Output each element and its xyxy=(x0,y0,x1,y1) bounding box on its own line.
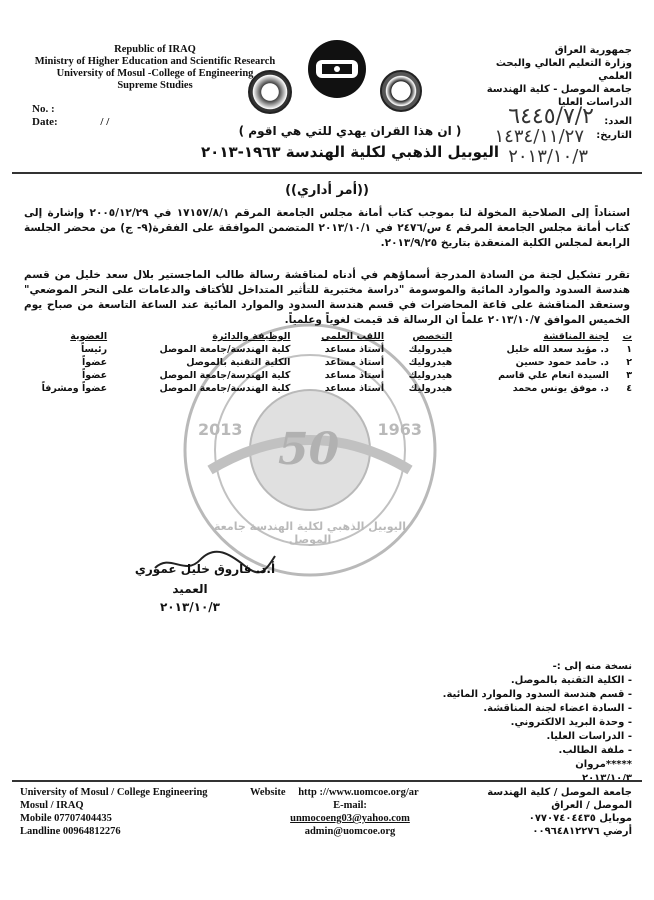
copies-item: - وحدة البريد الالكتروني. xyxy=(510,717,632,728)
cell-name: د. موفق يونس محمد xyxy=(512,383,609,394)
footer-ar-line1: جامعة الموصل / كلية الهندسة xyxy=(487,787,632,798)
paragraph-committee: تقرر تشكيل لجنة من السادة المدرجة أسماؤهم في أدناه لمناقشة رسالة طالب الماجستير بلال سعد خليل من قسم هندسة السدود والموارد المائية والموسومة "دراسة مختبرية للتأثير المتداخل للأكتاف والدعامات على النحر الموضعي" وستعقد المناقشة على قاعة المحاضرات في قسم هندسة السدود والموارد المائية عند الساعة التاسعة من صباح يوم الخميس الموافق ٢٠١٣/١٠/٧ علماً ان الرسالة قد قيمت لغوياً وعلمياً. xyxy=(24,269,630,326)
committee-header-row xyxy=(14,330,636,343)
no-label: No. : xyxy=(32,103,55,115)
header-ar-line1: جمهورية العراق xyxy=(554,45,632,56)
cell-name: د. مؤيد سعد الله خليل xyxy=(506,344,609,355)
email-label: E-mail: xyxy=(333,800,367,811)
cell-spec: هيدروليك xyxy=(408,370,453,381)
ref-ar-date-handwritten-1: ١٤٣٤/١١/٢٧ xyxy=(494,126,584,147)
order-title: ((أمر أداري)) xyxy=(285,183,369,198)
seal-year-left: 2013 xyxy=(198,420,243,439)
cell-name: د. حامد حمود حسين xyxy=(515,357,609,368)
cell-job: كلية الهندسة/جامعة الموصل xyxy=(159,383,291,394)
university-logo xyxy=(248,70,292,114)
header-divider xyxy=(12,172,642,174)
header-en-line4: Supreme Studies xyxy=(117,80,193,91)
quran-quote: ( ان هذا القران يهدي للتي هي اقوم ) xyxy=(238,124,462,138)
date-label: Date: xyxy=(32,116,58,128)
header-en-line3: University of Mosul -College of Engineering xyxy=(56,68,254,79)
seal-ring-text: اليوبيل الذهبي لكلية الهندسة جامعة الموصل xyxy=(214,520,406,546)
website-link[interactable]: http ://www.uomcoe.org/ar xyxy=(298,787,419,798)
copies-title: نسخة منه إلى :- xyxy=(552,661,632,672)
cell-number: ٢ xyxy=(626,357,632,368)
cell-number: ٤ xyxy=(626,383,632,394)
website-label: Website xyxy=(250,787,286,798)
cell-title: أستاذ مساعد xyxy=(324,383,385,394)
ref-ar-number-handwritten: ٦٤٤٥/٧/٢ xyxy=(508,104,594,129)
signatory-name: أ.د. فاروق خليل عموري xyxy=(134,562,276,576)
cell-job: كلية الهندسة/جامعة الموصل xyxy=(159,370,291,381)
ref-ar-date-label: التاريخ: xyxy=(596,130,632,141)
footer-ar-line3: موبايل ٠٧٧٠٧٤٠٤٤٣٥ xyxy=(528,813,632,824)
copies-list xyxy=(402,660,632,786)
table-row xyxy=(14,343,636,356)
paragraph-authorization: استناداً إلى الصلاحية المخولة لنا بموجب كتاب أمانة مجلس الجامعة المرقم ١٧١٥٧/٨/١ في ٢٠٠٥/١٢/٢٩ وإشارة إلى كتاب أمانة مجلس الجامعة المرقم ٤ س/٢٤٧٦ في ٢٠١٣/١٠/١ المتضمن الموافقة على الفقرة(٩- ج) من محضر الجلسة الرابعة لمجلس الكلية المنعقدة بتاريخ ٢٠١٣/٩/٢٥. xyxy=(24,207,630,249)
cell-spec: هيدروليك xyxy=(408,357,453,368)
cell-name: السيدة انعام علي قاسم xyxy=(498,370,609,381)
footer-ar-line2: الموصل / العراق xyxy=(551,800,632,811)
cell-spec: هيدروليك xyxy=(408,344,453,355)
ref-ar-number-label: العدد: xyxy=(604,116,632,127)
cell-title: أستاذ مساعد xyxy=(324,370,385,381)
table-row xyxy=(14,356,636,369)
header-english xyxy=(30,44,280,92)
cell-number: ١ xyxy=(626,344,632,355)
copies-item: *****مروان xyxy=(575,759,632,770)
copies-item: - ملفة الطالب. xyxy=(558,745,632,756)
footer-en-line4: Landline 00964812276 xyxy=(20,826,121,837)
signature-date: ٢٠١٣/١٠/٣ xyxy=(159,600,221,614)
header-en-line1: Republic of IRAQ xyxy=(114,44,196,55)
copies-item: - قسم هندسة السدود والموارد المائية. xyxy=(442,689,632,700)
copies-item: ٢٠١٣/١٠/٣ xyxy=(581,773,632,784)
footer-en-line3: Mobile 07707404435 xyxy=(20,813,112,824)
ref-ar-date-handwritten-2: ٢٠١٣/١٠/٣ xyxy=(508,146,588,167)
copies-item: - السادة اعضاء لجنة المناقشة. xyxy=(483,703,632,714)
header-ar-line3: جامعة الموصل - كلية الهندسة xyxy=(486,84,632,95)
jubilee-logo xyxy=(380,70,422,112)
college-logo xyxy=(308,40,366,98)
header-en-line2: Ministry of Higher Education and Scientific Research xyxy=(34,56,276,67)
seal-year-right: 1963 xyxy=(377,420,422,439)
cell-spec: هيدروليك xyxy=(408,383,453,394)
col-header-job: الوظيفة والدائرة xyxy=(212,331,291,342)
footer-arabic xyxy=(482,786,632,838)
header-ar-line4: الدراسات العليا xyxy=(557,97,632,108)
ref-en-date xyxy=(32,116,109,128)
footer-divider xyxy=(12,780,642,782)
cell-title: أستاذ مساعد xyxy=(324,344,385,355)
seal-number: 50 xyxy=(278,424,340,475)
date-value-en: / / xyxy=(100,116,110,128)
footer-english xyxy=(20,786,208,838)
ref-en-no xyxy=(32,103,55,115)
committee-table xyxy=(14,330,636,395)
cell-role: عضواً xyxy=(82,357,108,368)
footer-contact xyxy=(250,786,450,838)
cell-job: الكلية التقنية بالموصل xyxy=(186,357,291,368)
email-link-2[interactable]: admin@uomcoe.org xyxy=(304,826,396,837)
table-row xyxy=(14,369,636,382)
col-header-title: اللقب العلمي xyxy=(321,331,385,342)
cell-title: أستاذ مساعد xyxy=(324,357,385,368)
col-header-number: ت xyxy=(622,331,632,342)
cell-job: كلية الهندسة/جامعة الموصل xyxy=(159,344,291,355)
footer-ar-line4: أرضي ٠٠٩٦٤٨١٢٢٧٦ xyxy=(532,826,632,837)
col-header-role: العضوية xyxy=(70,331,108,342)
header-arabic xyxy=(462,44,632,109)
cell-role: عضواً ومشرفاً xyxy=(41,383,108,394)
copies-item: - الدراسات العليا. xyxy=(546,731,632,742)
signatory-position: العميد xyxy=(172,582,208,596)
footer-en-line2: Mosul / IRAQ xyxy=(20,800,84,811)
committee-table-wrap xyxy=(14,330,636,395)
table-row xyxy=(14,382,636,395)
cell-role: عضواً xyxy=(82,370,108,381)
email-link-1[interactable]: unmocoeng03@yahoo.com xyxy=(290,813,410,824)
book-emblem-icon xyxy=(314,54,360,84)
copies-item: - الكلية التقنية بالموصل. xyxy=(510,675,632,686)
footer-en-line1: University of Mosul / College Engineering xyxy=(20,787,208,798)
jubilee-line: اليوبيل الذهبي لكلية الهندسة ١٩٦٣-٢٠١٣ xyxy=(201,143,499,161)
cell-role: رئيساً xyxy=(80,344,108,355)
header-ar-line2: وزارة التعليم العالي والبحث العلمي xyxy=(495,58,632,82)
cell-number: ٣ xyxy=(626,370,632,381)
col-header-spec: التخصص xyxy=(412,331,453,342)
col-header-name: لجنة المناقشة xyxy=(543,331,609,342)
